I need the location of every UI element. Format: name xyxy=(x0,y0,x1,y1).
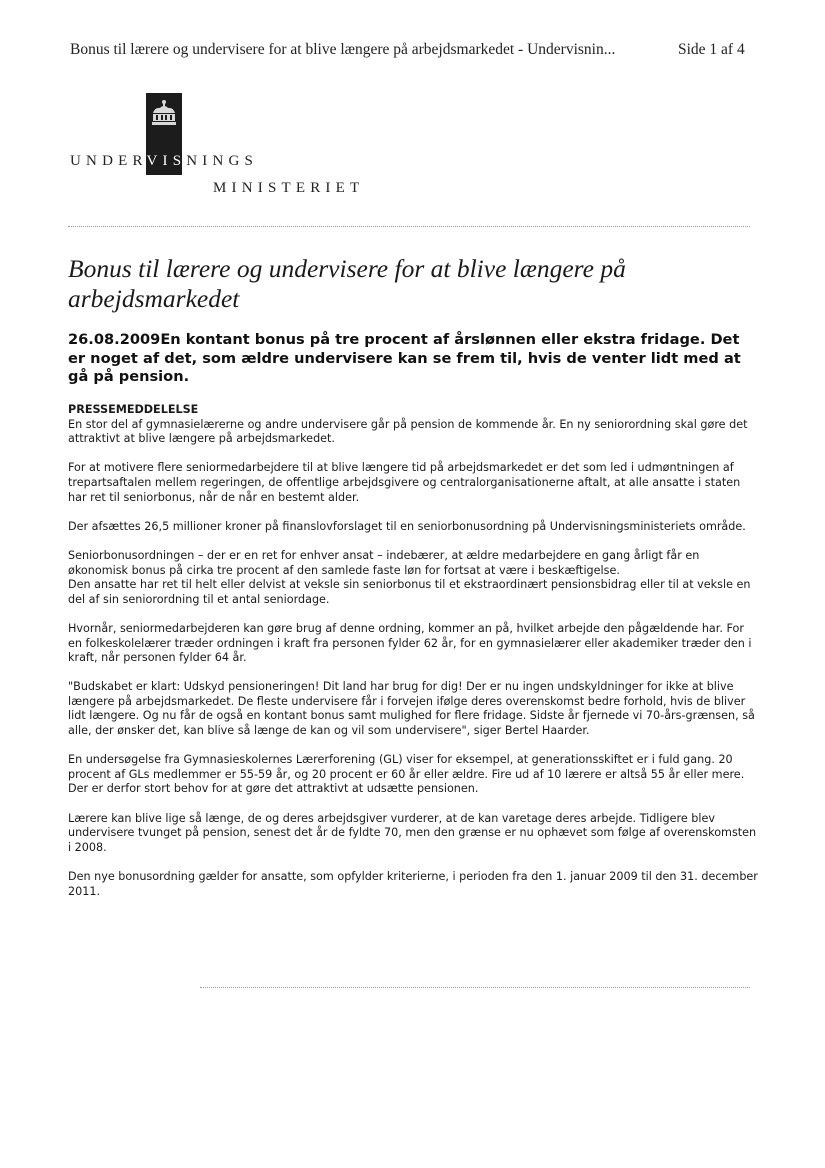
logo-text-inverted: VIS xyxy=(146,153,187,169)
crown-icon xyxy=(149,99,179,135)
paragraph: Seniorbonusordningen – der er en ret for enhver ansat – indebærer, at ældre medarbejdere en gang årligt får en økonomisk bonus på cirka tre procent af den samlede faste løn for fortsat at være i beskæftigelse. xyxy=(68,548,700,577)
paragraph: Lærere kan blive lige så længe, de og deres arbejdsgiver vurderer, at de kan varetage deres arbejde. Tidligere blev undervisere tvunget på pension, senest det år de fyldte 70, men den grænse er nu ophævet som følge af overenskomsten i 2008. xyxy=(68,811,757,854)
logo-text-line-1 xyxy=(70,153,258,170)
logo-text-line-2: MINISTERIET xyxy=(213,180,365,196)
logo-text-part: NINGS xyxy=(186,153,259,169)
paragraph: For at motivere flere seniormedarbejdere til at blive længere tid på arbejdsmarkedet er det som led i udmøntningen af trepartsaftalen mellem regeringen, de offentlige arbejdsgivere og centralorganisationerne aftalt, at alle ansatte i staten har ret til seniorbonus, når de når en bestemt alder. xyxy=(68,461,741,504)
page-header-title: Bonus til lærere og undervisere for at blive længere på arbejdsmarkedet - Undervisnin... xyxy=(70,41,616,58)
paragraph: Den ansatte har ret til helt eller delvist at veksle sin seniorbonus til et ekstraordinært pensionsbidrag eller til at veksle en del af sin seniorordning til et antal seniordage. xyxy=(68,578,751,606)
paragraph: Hvornår, seniormedarbejderen kan gøre brug af denne ordning, kommer an på, hvilket arbejde den pågældende har. For en folkeskolelærer træder ordningen i kraft fra personen fylder 62 år, for en gymnasielærer eller akademiker træder den i kraft, når personen fylder 64 år. xyxy=(68,621,752,665)
paragraph: En stor del af gymnasielærerne og andre undervisere går på pension de kommende år. En ny seniorordning skal gøre det attraktivt at blive længere på arbejdsmarkedet. xyxy=(68,417,748,446)
article-lead: 26.08.2009En kontant bonus på tre procent af årslønnen eller ekstra fridage. Det er noget af det, som ældre undervisere kan se frem til, hvis de venter lidt med at gå på pension. xyxy=(68,331,741,385)
divider xyxy=(68,226,750,227)
paragraph: En undersøgelse fra Gymnasieskolernes Lærerforening (GL) viser for eksempel, at generationsskiftet er i fuld gang. 20 procent af GLs medlemmer er 55-59 år, og 20 procent er 60 år eller ældre. Fire ud af 10 lærere er altså 55 år eller mere. Der er derfor stort behov for at gøre det attraktivt at udsætte pensionen. xyxy=(68,753,745,796)
paragraph: Der afsættes 26,5 millioner kroner på finanslovforslaget til en seniorbonusordning på Undervisningsministeriets område. xyxy=(68,519,746,533)
divider xyxy=(200,987,750,988)
press-release-label: PRESSEMEDDELELSE xyxy=(68,403,199,416)
article-title: Bonus til lærere og undervisere for at blive længere på arbejdsmarkedet xyxy=(68,254,626,313)
page-number: Side 1 af 4 xyxy=(678,41,745,58)
paragraph: Den nye bonusordning gælder for ansatte, som opfylder kriterierne, i perioden fra den 1. januar 2009 til den 31. december 2011. xyxy=(68,870,758,898)
quote-paragraph: "Budskabet er klart: Udskyd pensioneringen! Dit land har brug for dig! Der er nu ingen undskyldninger for ikke at blive længere på arbejdsmarkedet. De fleste undervisere får i forvejen ifølge deres overenskomst bedre forhold, hvis de bliver lidt længere. Og nu får de også en kontant bonus samt mulighed for flere fridage. Sidste år fjernede vi 70-års-grænsen, så alle, der ønsker det, kan blive så længe de kan og vil som undervisere", siger Bertel Haarder. xyxy=(68,680,755,738)
article-body xyxy=(68,403,758,914)
logo-text-part: UNDER xyxy=(70,153,147,169)
